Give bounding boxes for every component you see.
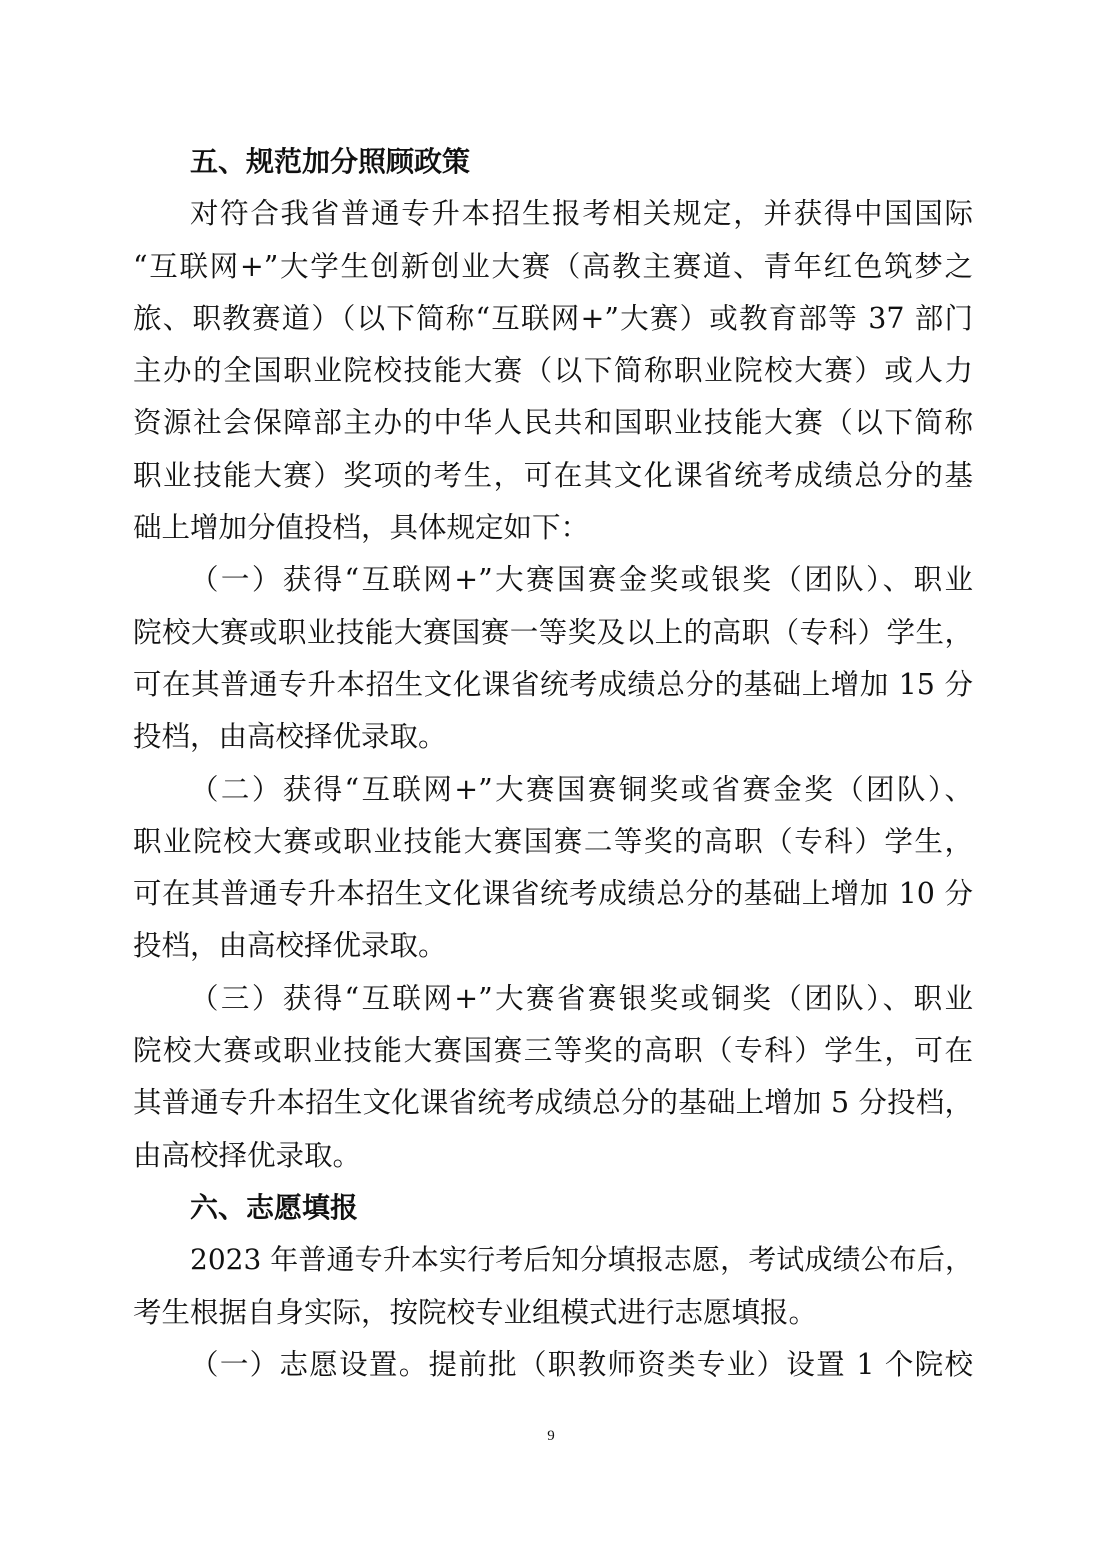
paragraph-line: 2023 年普通专升本实行考后知分填报志愿，考试成绩公布后，	[190, 1243, 973, 1277]
paragraph-line: 旅、职教赛道）（以下简称“互联网+”大赛）或教育部等 37 部门	[133, 301, 973, 335]
paragraph-line: （三）获得“互联网+”大赛省赛银奖或铜奖（团队）、职业	[190, 981, 973, 1015]
paragraph-line: 由高校择优录取。	[133, 1138, 362, 1172]
document-body	[133, 136, 973, 1391]
paragraph-line: 对符合我省普通专升本招生报考相关规定，并获得中国国际	[190, 197, 973, 231]
paragraph-line: 其普通专升本招生文化课省统考成绩总分的基础上增加 5 分投档，	[133, 1086, 973, 1120]
paragraph-line: 职业技能大赛）奖项的考生，可在其文化课省统考成绩总分的基	[133, 458, 973, 492]
paragraph-line: 可在其普通专升本招生文化课省统考成绩总分的基础上增加 15 分	[133, 667, 973, 701]
paragraph-line: 考生根据自身实际，按院校专业组模式进行志愿填报。	[133, 1295, 818, 1329]
section-heading-5: 五、规范加分照顾政策	[190, 145, 471, 178]
paragraph-line: （一）志愿设置。提前批（职教师资类专业）设置 1 个院校	[190, 1347, 973, 1381]
paragraph-line: 院校大赛或职业技能大赛国赛一等奖及以上的高职（专科）学生，	[133, 615, 973, 649]
paragraph-line: 资源社会保障部主办的中华人民共和国职业技能大赛（以下简称	[133, 406, 973, 440]
paragraph-line: 投档，由高校择优录取。	[133, 720, 447, 754]
paragraph-line: 主办的全国职业院校技能大赛（以下简称职业院校大赛）或人力	[133, 354, 973, 388]
paragraph-line: 础上增加分值投档，具体规定如下：	[133, 511, 590, 545]
section-heading-6: 六、志愿填报	[190, 1190, 359, 1224]
paragraph-line: （一）获得“互联网+”大赛国赛金奖或银奖（团队）、职业	[190, 563, 973, 597]
paragraph-line: 投档，由高校择优录取。	[133, 929, 447, 963]
paragraph-line: 院校大赛或职业技能大赛国赛三等奖的高职（专科）学生，可在	[133, 1034, 973, 1068]
paragraph-line: “互联网+”大学生创新创业大赛（高教主赛道、青年红色筑梦之	[133, 249, 973, 283]
paragraph-line: （二）获得“互联网+”大赛国赛铜奖或省赛金奖（团队）、	[190, 772, 973, 806]
paragraph-line: 职业院校大赛或职业技能大赛国赛二等奖的高职（专科）学生，	[133, 824, 973, 858]
paragraph-line: 可在其普通专升本招生文化课省统考成绩总分的基础上增加 10 分	[133, 877, 973, 911]
page-number: 9	[547, 1428, 555, 1444]
